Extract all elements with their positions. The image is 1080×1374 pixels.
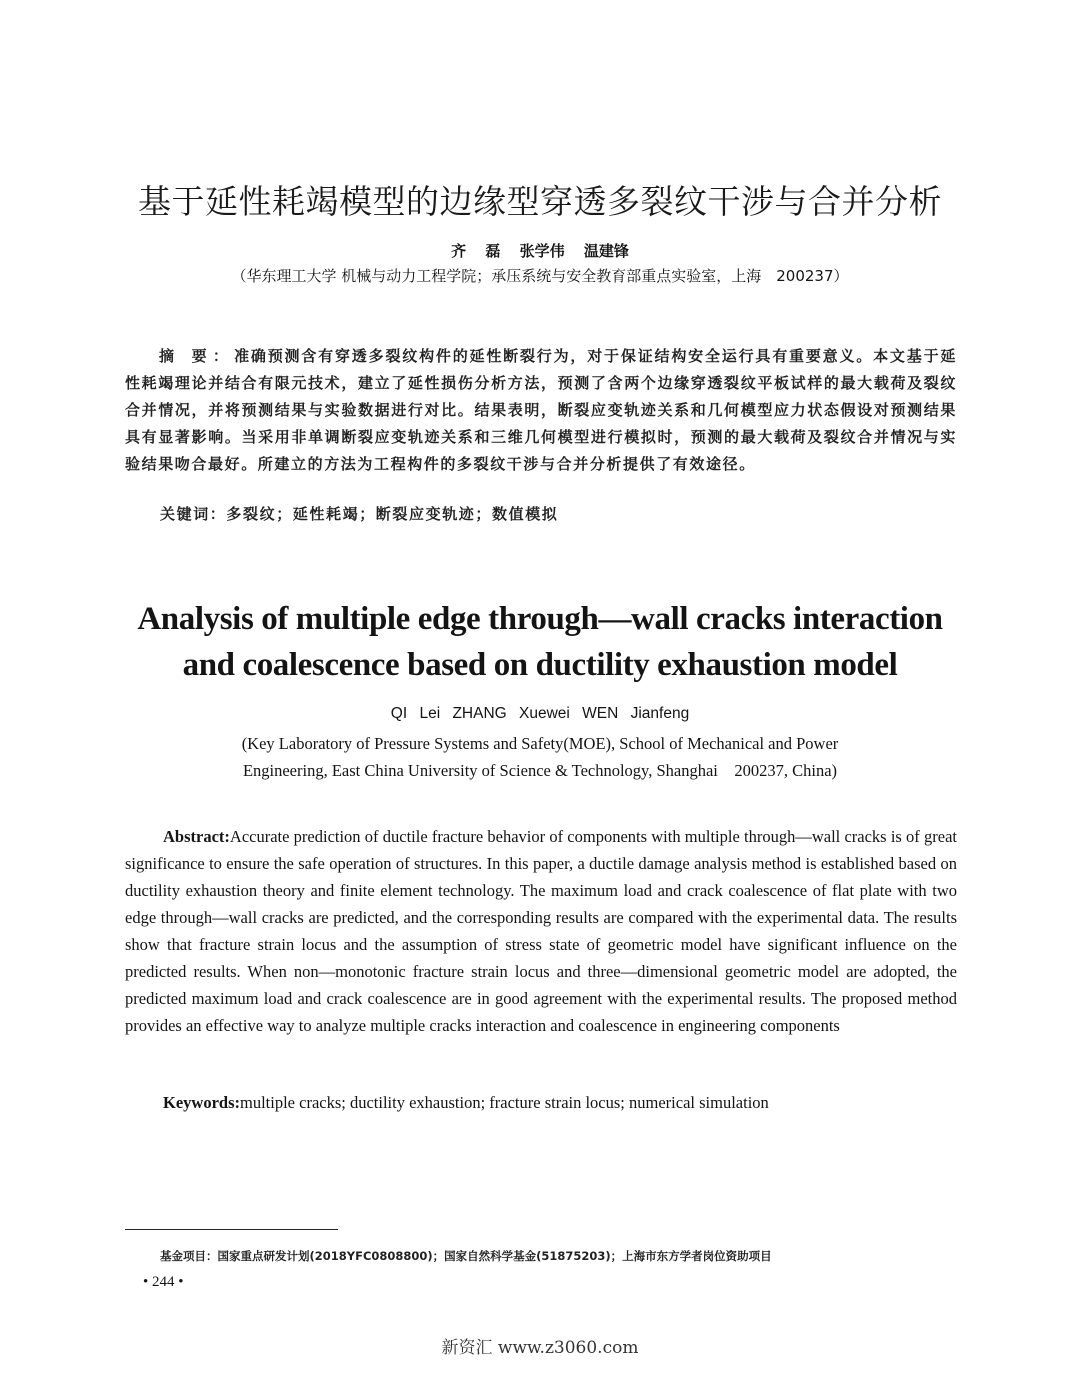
english-affiliation bbox=[0, 730, 1080, 784]
watermark: 新资汇 www.z3060.com bbox=[441, 1338, 639, 1358]
english-title bbox=[0, 596, 1080, 688]
chinese-keywords-label: 关键词： bbox=[160, 505, 227, 523]
english-title-line-1: Analysis of multiple edge through—wall cracks interaction bbox=[137, 601, 943, 637]
english-authors: QI Lei ZHANG Xuewei WEN Jianfeng bbox=[390, 705, 690, 722]
english-affiliation-line-2: Engineering, East China University of Science & Technology, Shanghai 200237, China) bbox=[242, 761, 838, 780]
english-keywords-label: Keywords: bbox=[163, 1093, 240, 1112]
chinese-abstract-text: 准确预测含有穿透多裂纹构件的延性断裂行为，对于保证结构安全运行具有重要意义。本文基于延性耗竭理论并结合有限元技术，建立了延性损伤分析方法，预测了含两个边缘穿透裂纹平板试样的最大载荷及裂纹合并情况，并将预测结果与实验数据进行对比。结果表明，断裂应变轨迹关系和几何模型应力状态假设对预测结果具有显著影响。当采用非单调断裂应变轨迹关系和三维几何模型进行模拟时，预测的最大载荷及裂纹合并情况与实验结果吻合最好。所建立的方法为工程构件的多裂纹干涉与合并分析提供了有效途径。 bbox=[125, 347, 957, 473]
page-number: • 244 • bbox=[143, 1274, 184, 1290]
funding-footnote: 基金项目：国家重点研发计划(2018YFC0808800)；国家自然科学基金(51875203)；上海市东方学者岗位资助项目 bbox=[160, 1249, 772, 1263]
chinese-title: 基于延性耗竭模型的边缘型穿透多裂纹干涉与合并分析 bbox=[138, 182, 942, 221]
chinese-affiliation: （华东理工大学 机械与动力工程学院；承压系统与安全教育部重点实验室，上海 200237） bbox=[231, 267, 849, 285]
english-abstract-text: Accurate prediction of ductile fracture behavior of components with multiple through—wall cracks is of great significance to ensure the safe operation of structures. In this paper, a ductile damage analysis method is established based on ductility exhaustion theory and finite element technology. The maximum load and crack coalescence of flat plate with two edge through—wall cracks are predicted, and the corresponding results are compared with the experimental data. The results show that fracture strain locus and the assumption of stress state of geometric model have significant influence on the predicted results. When non—monotonic fracture strain locus and three—dimensional geometric model are adopted, the predicted maximum load and crack coalescence are in good agreement with the experimental results. The proposed method provides an effective way to analyze multiple cracks interaction and coalescence in engineering components bbox=[125, 827, 957, 1035]
english-abstract-label: Abstract: bbox=[163, 827, 230, 846]
chinese-authors: 齐 磊 张学伟 温建锋 bbox=[451, 242, 629, 260]
english-affiliation-line-1: (Key Laboratory of Pressure Systems and Safety(MOE), School of Mechanical and Power bbox=[241, 734, 839, 753]
english-keywords bbox=[163, 1093, 769, 1113]
chinese-keywords bbox=[160, 503, 558, 524]
english-keywords-text: multiple cracks; ductility exhaustion; fracture strain locus; numerical simulation bbox=[240, 1093, 769, 1112]
footnote-divider bbox=[125, 1229, 338, 1230]
english-abstract bbox=[125, 823, 957, 1039]
chinese-abstract-label: 摘 要： bbox=[159, 347, 235, 365]
chinese-abstract bbox=[125, 343, 957, 478]
english-title-line-2: and coalescence based on ductility exhaustion model bbox=[182, 647, 898, 683]
chinese-keywords-text: 多裂纹；延性耗竭；断裂应变轨迹；数值模拟 bbox=[226, 505, 559, 523]
